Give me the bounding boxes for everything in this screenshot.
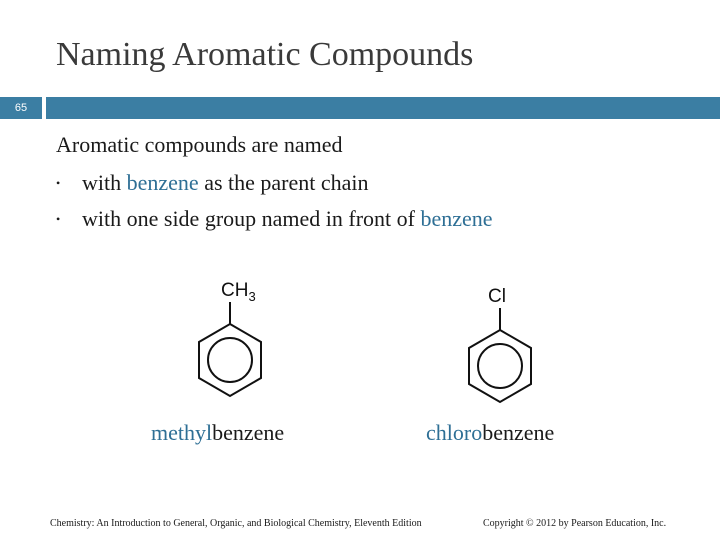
bullet-text: as the parent chain bbox=[198, 170, 369, 195]
methylbenzene-name bbox=[151, 420, 284, 446]
aromatic-circle bbox=[208, 338, 252, 382]
bullet-item-parent-chain bbox=[56, 168, 493, 204]
svg-text:CH3 bbox=[221, 280, 256, 304]
substituent-label: Cl bbox=[488, 286, 506, 307]
chlorobenzene-structure bbox=[455, 278, 555, 408]
substituent-subscript: 3 bbox=[248, 289, 256, 304]
aromatic-circle bbox=[478, 344, 522, 388]
header-bar bbox=[46, 97, 720, 119]
methylbenzene-structure bbox=[185, 272, 285, 402]
footer-source: Chemistry: An Introduction to General, Organic, and Biological Chemistry, Eleventh Edition bbox=[50, 518, 422, 529]
highlight-benzene: benzene bbox=[126, 170, 199, 195]
slide-number: 65 bbox=[0, 97, 42, 119]
bullet-text: with one side group named in front of bbox=[82, 206, 421, 231]
name-suffix: benzene bbox=[482, 420, 555, 445]
bullet-marker: • bbox=[56, 212, 61, 226]
name-suffix: benzene bbox=[212, 420, 285, 445]
footer-copyright: Copyright © 2012 by Pearson Education, Inc. bbox=[483, 518, 667, 529]
chlorobenzene-name bbox=[426, 420, 554, 446]
bullet-item-side-group bbox=[56, 204, 493, 240]
bullet-list bbox=[56, 168, 493, 240]
name-prefix: methyl bbox=[151, 420, 213, 445]
name-prefix: chloro bbox=[426, 420, 483, 445]
bullet-text: with bbox=[82, 170, 127, 195]
highlight-benzene: benzene bbox=[420, 206, 493, 231]
slide-title: Naming Aromatic Compounds bbox=[56, 36, 474, 73]
substituent-label: CH bbox=[221, 280, 249, 301]
intro-text: Aromatic compounds are named bbox=[56, 132, 343, 157]
bullet-marker: • bbox=[56, 176, 61, 190]
